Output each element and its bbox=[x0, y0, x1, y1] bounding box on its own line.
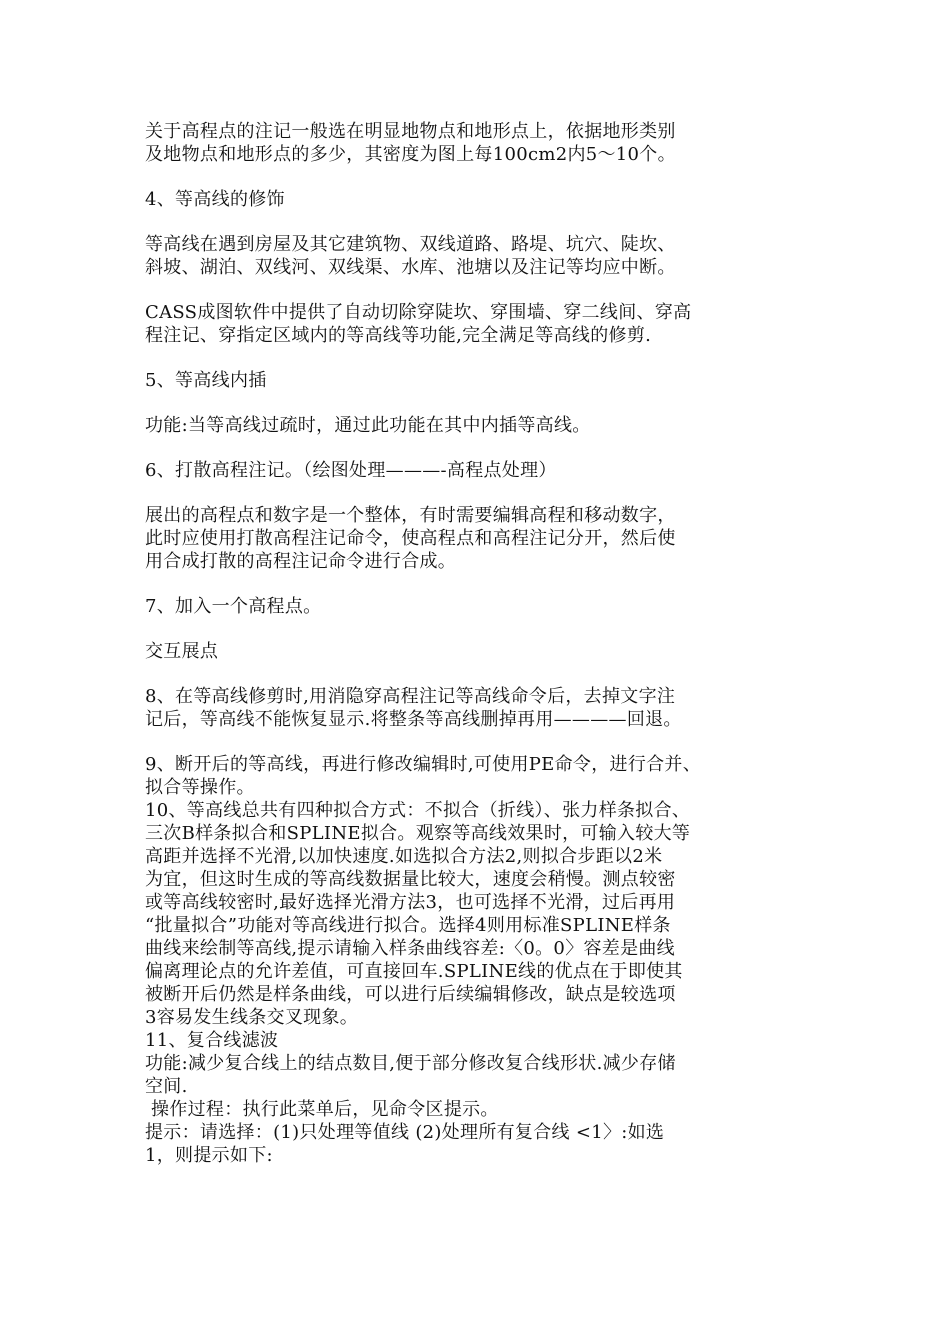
paragraph-trim-undo: 8、在等高线修剪时,用消隐穿高程注记等高线命令后，去掉文字注 记后，等高线不能恢复显示.将整条等高线删掉再用————回退。 bbox=[145, 686, 682, 730]
heading-polyline-filter: 11、复合线滤波 bbox=[145, 1030, 279, 1051]
paragraph-interpolation-function: 功能:当等高线过疏时，通过此功能在其中内插等高线。 bbox=[145, 415, 591, 436]
paragraph-prompt: 提示：请选择：(1)只处理等值线 (2)处理所有复合线 <1〉:如选 1，则提示如下: bbox=[145, 1122, 665, 1166]
paragraph-contour-break: 等高线在遇到房屋及其它建筑物、双线道路、路堤、坑穴、陡坎、 斜坡、湖泊、双线河、双线渠、水库、池塘以及注记等均应中断。 bbox=[145, 234, 676, 278]
paragraph-pe-command: 9、断开后的等高线，再进行修改编辑时,可使用PE命令，进行合并、 拟合等操作。 bbox=[145, 754, 702, 798]
document-body bbox=[145, 120, 825, 1167]
paragraph-explode-annotation: 展出的高程点和数字是一个整体，有时需要编辑高程和移动数字， 此时应使用打散高程注记命令，使高程点和高程注记分开，然后使 用合成打散的高程注记命令进行合成。 bbox=[145, 505, 676, 572]
heading-explode-elevation-annotation: 6、打散高程注记。（绘图处理———-高程点处理） bbox=[145, 460, 557, 481]
heading-contour-interpolation: 5、等高线内插 bbox=[145, 370, 267, 391]
heading-add-elevation-point: 7、加入一个高程点。 bbox=[145, 596, 322, 617]
paragraph-fitting-methods: 10、等高线总共有四种拟合方式：不拟合（折线）、张力样条拟合、 三次B样条拟合和SPLINE拟合。观察等高线效果时，可输入较大等 高距并选择不光滑,以加快速度.如选拟合方法2,则拟合步距以2米 为宜，但这时生成的等高线数据量比较大，速度会稍慢。测点较密 或等高线较密时,最好选择光滑方法3，也可选择不光滑，过后再用 “批量拟合”功能对等高线进行拟合。选择4则用标准SPLINE样条 曲线来绘制等高线,提示请输入样条曲线容差:〈0。0〉容差是曲线 偏离理论点的允许差值，可直接回车.SPLINE线的优点在于即使其 被断开后仍然是样条曲线，可以进行后续编辑修改，缺点是较选项 3容易发生线条交叉现象。 bbox=[145, 800, 691, 1028]
paragraph-cass-trim: CASS成图软件中提供了自动切除穿陡坎、穿围墙、穿二线间、穿高 程注记、穿指定区域内的等高线等功能,完全满足等高线的修剪. bbox=[145, 302, 692, 346]
heading-contour-decoration: 4、等高线的修饰 bbox=[145, 189, 285, 210]
paragraph-operation-process: 操作过程：执行此菜单后，见命令区提示。 bbox=[145, 1099, 499, 1120]
paragraph-filter-function: 功能:减少复合线上的结点数目,便于部分修改复合线形状.减少存储 空间. bbox=[145, 1053, 676, 1097]
paragraph-interactive-plot: 交互展点 bbox=[145, 641, 219, 662]
paragraph-elevation-annotation: 关于高程点的注记一般选在明显地物点和地形点上，依据地形类别 及地物点和地形点的多少，其密度为图上每100cm2内5～10个。 bbox=[145, 121, 676, 165]
